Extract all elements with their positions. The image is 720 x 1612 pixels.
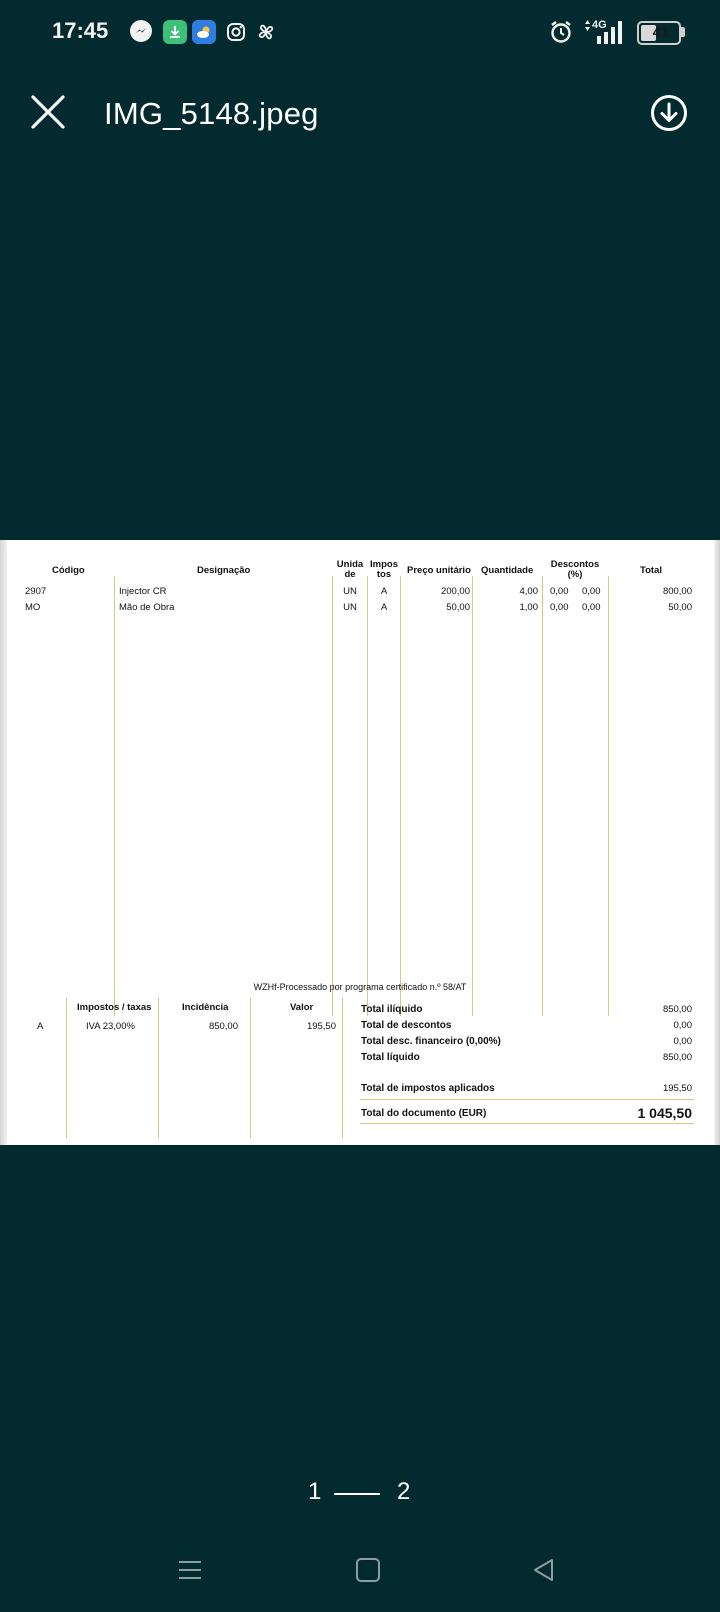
alarm-icon (548, 19, 574, 45)
row-unit: UN (343, 586, 357, 597)
back-triangle-icon (530, 1556, 558, 1584)
row-discount-2: 0,00 (582, 586, 601, 597)
battery-icon (637, 21, 681, 45)
row-tax: A (380, 602, 388, 613)
totals-bottom-rule (360, 1123, 694, 1124)
pager-total: 2 (397, 1478, 411, 1505)
col-header-tax-2: tos (376, 569, 392, 580)
home-square-icon (354, 1556, 382, 1584)
file-title: IMG_5148.jpeg (104, 96, 319, 131)
tax-header-taxes: Impostos / taxas (77, 1002, 152, 1013)
row-quantity: 4,00 (519, 586, 538, 597)
column-divider (367, 576, 368, 1016)
column-divider (542, 576, 543, 1016)
col-header-unit-1: Unida (336, 559, 364, 570)
row-designation: Injector CR (119, 586, 167, 597)
row-unit: UN (343, 602, 357, 613)
col-header-designation: Designação (197, 565, 251, 576)
tax-header-incidence: Incidência (182, 1002, 229, 1013)
messenger-icon (130, 20, 152, 42)
certification-text: WZHf-Processado por programa certificado n.º 58/AT (253, 982, 467, 992)
battery-terminal (681, 27, 685, 37)
total-document-label: Total do documento (EUR) (361, 1108, 487, 1119)
row-quantity: 1,00 (519, 602, 538, 613)
row-total: 800,00 (662, 586, 692, 597)
col-header-quantity: Quantidade (481, 565, 534, 576)
total-net-value: 850,00 (662, 1052, 692, 1063)
total-gross-value: 850,00 (662, 1004, 692, 1015)
column-divider (66, 998, 67, 1138)
download-notification-icon (163, 20, 187, 44)
download-button[interactable] (650, 94, 688, 132)
total-gross-label: Total ilíquido (361, 1004, 423, 1015)
document-right-edge (714, 540, 720, 1145)
home-button[interactable] (354, 1556, 382, 1584)
row-discount-2: 0,00 (582, 602, 601, 613)
column-divider (472, 576, 473, 1016)
pager-separator (334, 1493, 380, 1495)
total-document-value: 1 045,50 (637, 1105, 692, 1121)
status-bar (0, 0, 720, 64)
row-tax: A (380, 586, 388, 597)
row-code: 2907 (25, 586, 47, 597)
total-net-label: Total líquido (361, 1052, 420, 1063)
col-header-unit-price: Preço unitário (407, 565, 471, 576)
back-button[interactable] (530, 1556, 558, 1584)
row-price: 200,00 (440, 586, 470, 597)
mobile-signal-icon (582, 16, 632, 46)
col-header-tax-1: Impos (370, 559, 398, 570)
total-fin-discount-label: Total desc. financeiro (0,00%) (361, 1036, 501, 1047)
col-header-total: Total (640, 565, 662, 576)
row-price: 50,00 (446, 602, 470, 613)
pager-current: 1 (308, 1478, 322, 1505)
totals-separator (360, 1099, 694, 1100)
battery-percentage: 41 (652, 24, 670, 41)
total-fin-discount-value: 0,00 (673, 1036, 692, 1047)
total-taxes-value: 195,50 (662, 1083, 692, 1094)
row-designation: Mão de Obra (119, 602, 175, 613)
menu-lines-icon (176, 1556, 204, 1584)
tax-row-name: IVA 23,00% (86, 1021, 135, 1032)
row-code: MO (25, 602, 41, 613)
tax-row-code: A (37, 1021, 44, 1032)
close-icon (28, 92, 68, 132)
recent-apps-button[interactable] (176, 1556, 204, 1584)
col-header-unit-2: de (344, 569, 356, 580)
row-total: 50,00 (668, 602, 692, 613)
tax-row-value: 195,50 (306, 1021, 336, 1032)
total-discounts-label: Total de descontos (361, 1020, 452, 1031)
col-header-discounts-2: (%) (567, 569, 583, 580)
row-discount-1: 0,00 (550, 602, 569, 613)
total-taxes-label: Total de impostos aplicados (361, 1083, 495, 1094)
tax-header-value: Valor (290, 1002, 314, 1013)
instagram-icon (224, 20, 248, 44)
download-circle-icon (650, 94, 688, 132)
col-header-discounts-1: Descontos (550, 559, 600, 570)
column-divider (332, 576, 333, 1016)
col-header-code: Código (52, 565, 85, 576)
total-discounts-value: 0,00 (673, 1020, 692, 1031)
column-divider (342, 998, 343, 1138)
status-time: 17:45 (52, 18, 109, 43)
row-discount-1: 0,00 (550, 586, 569, 597)
close-button[interactable] (28, 92, 68, 132)
document-image[interactable] (0, 540, 720, 1145)
tax-row-incidence: 850,00 (208, 1021, 238, 1032)
column-divider (158, 998, 159, 1138)
network-type-label: 4G (592, 19, 607, 31)
document-left-edge (0, 540, 7, 1145)
column-divider (400, 576, 401, 1016)
column-divider (250, 998, 251, 1138)
weather-icon (192, 20, 216, 44)
column-divider (114, 576, 115, 1016)
pinwheel-app-icon (254, 20, 278, 44)
column-divider (608, 576, 609, 1016)
